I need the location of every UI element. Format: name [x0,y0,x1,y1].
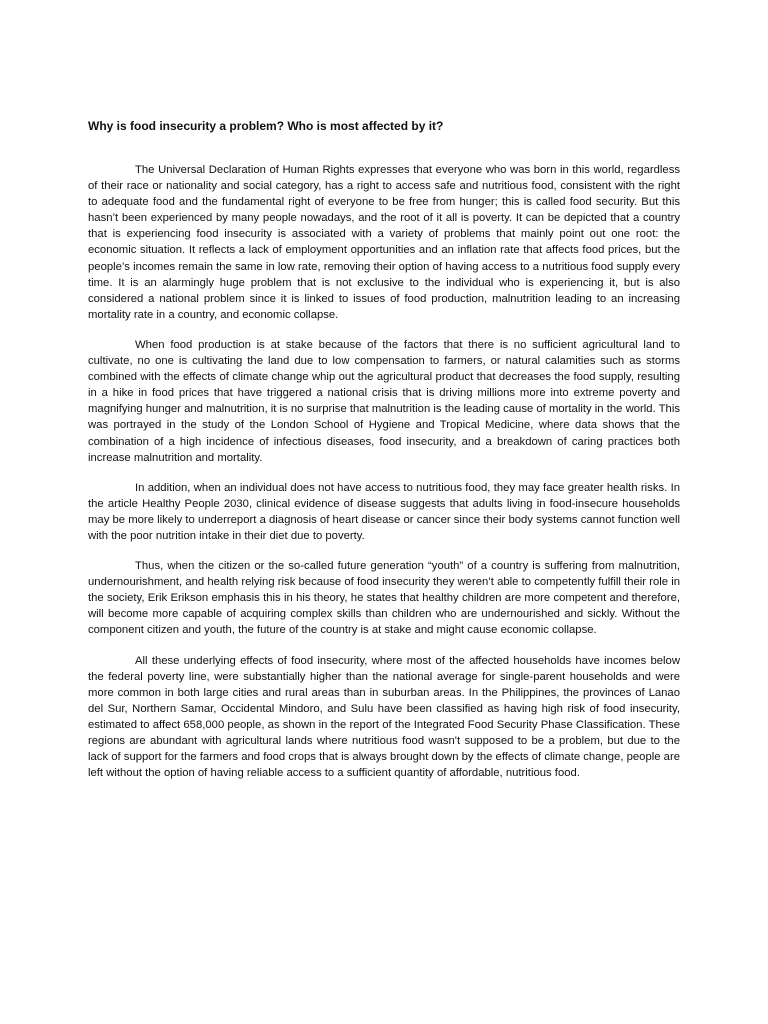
paragraph-3: In addition, when an individual does not have access to nutritious food, they may face greater health risks. In the article Healthy People 2030, clinical evidence of disease suggests that adults living in food-insecure households may be more likely to underreport a diagnosis of heart disease or cancer since their body systems cannot function well with the poor nutrition intake in their diet due to poverty. [88,481,680,542]
paragraph-1: The Universal Declaration of Human Rights expresses that everyone who was born in this world, regardless of their race or nationality and social category, has a right to access safe and nutritious food, consistent with the right to adequate food and the fundamental right of everyone to be free from hunger; this is called food security. But this hasn’t been experienced by many people nowadays, and the root of it all is poverty. It can be depicted that a country that is experiencing food insecurity is associated with a variety of problems that mainly point out one root: the economic situation. It reflects a lack of employment opportunities and an inflation rate that affects food prices, but the people’s incomes remain the same in low rate, removing their option of having access to a nutritious food supply every time. It is an alarmingly huge problem that is not exclusive to the individual who is experiencing it, but is also considered a national problem since it is linked to issues of food production, malnutrition leading to an increasing mortality rate in a country, and economic collapse. [88,164,680,321]
document-body [88,118,680,795]
paragraph-2: When food production is at stake because of the factors that there is no sufficient agricultural land to cultivate, no one is cultivating the land due to low compensation to farmers, or natural calamities such as storms combined with the effects of climate change whip out the agricultural product that decreases the food supply, resulting in a hike in food prices that have triggered a national crisis that is driving millions more into extreme poverty and magnifying hunger and malnutrition, it is no surprise that malnutrition is the leading cause of mortality in the world. This was portrayed in the study of the London School of Hygiene and Tropical Medicine, where data shows that the combination of a high incidence of infectious diseases, food insecurity, and a breakdown of caring practices both increase malnutrition and mortality. [88,338,680,464]
document-title: Why is food insecurity a problem? Who is most affected by it? [88,119,444,133]
paragraph-5: All these underlying effects of food insecurity, where most of the affected households have incomes below the federal poverty line, were substantially higher than the national average for single-parent households and were more common in both large cities and rural areas than in suburban areas. In the Philippines, the provinces of Lanao del Sur, Northern Samar, Occidental Mindoro, and Sulu have been classified as having high risk of food insecurity, estimated to affect 658,000 people, as shown in the report of the Integrated Food Security Phase Classification. These regions are abundant with agricultural lands where nutritious food wasn't supposed to be a problem, but due to the lack of support for the farmers and food crops that is always brought down by the effects of climate change, people are left without the option of having reliable access to a sufficient quantity of affordable, nutritious food. [88,654,680,780]
paragraph-4: Thus, when the citizen or the so-called future generation “youth” of a country is suffering from malnutrition, undernourishment, and health relying risk because of food insecurity they weren’t able to competently fulfill their role in the society, Erik Erikson emphasis this in his theory, he states that healthy children are more competent and therefore, will become more capable of acquiring complex skills than children who are undernourished and sickly. Without the component citizen and youth, the future of the country is at stake and might cause economic collapse. [88,560,680,637]
